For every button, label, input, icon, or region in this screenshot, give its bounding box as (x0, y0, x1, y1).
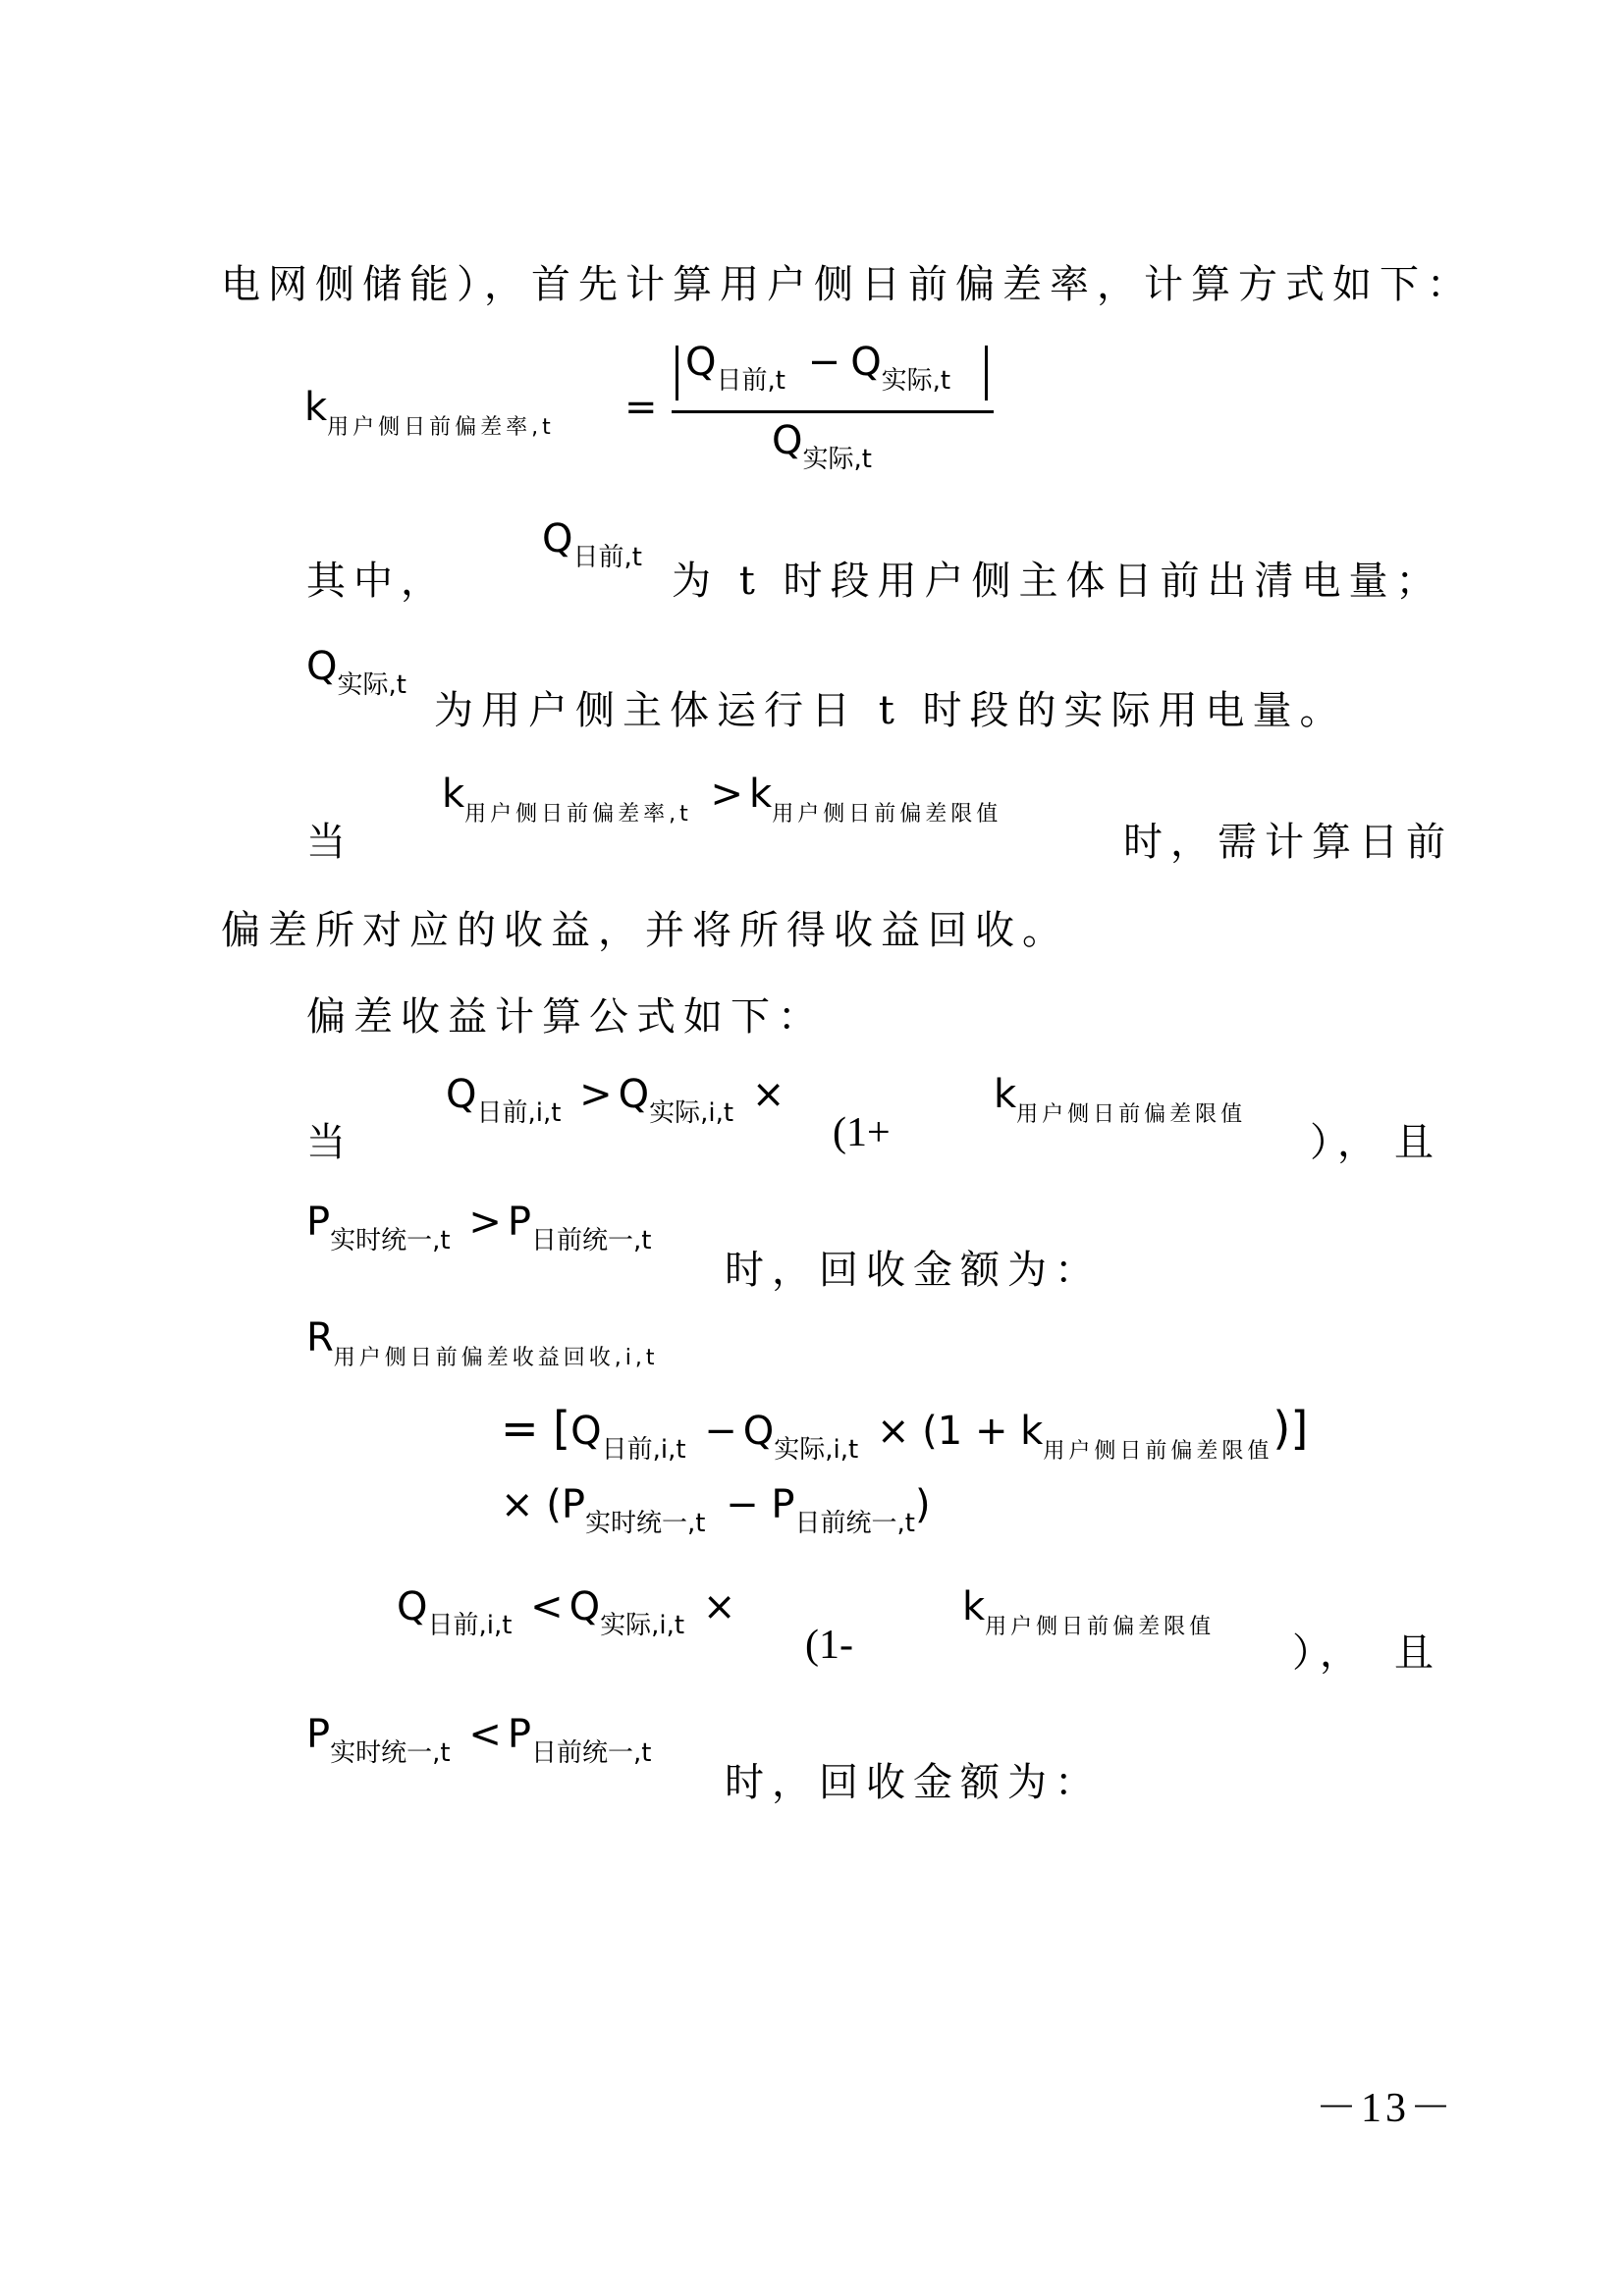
k-symbol: k (304, 385, 328, 430)
fraction-line (672, 410, 994, 413)
numerator: $Q_{日前,t} - Q_{实际,t}$ (685, 340, 951, 396)
denominator: $Q_{实际,t}$ (772, 418, 872, 474)
equals-sign: = (624, 385, 658, 430)
abs-bar-right (985, 346, 988, 400)
intro-line: 电网侧储能），首先计算用户侧日前偏差率，计算方式如下： (221, 262, 1474, 307)
abs-bar-left (676, 346, 678, 400)
document-page: 电网侧储能），首先计算用户侧日前偏差率，计算方式如下： $k_{用户侧日前偏差率,t}$ = $Q_{日前,t} - Q_{实际,t}$ $Q_{实际,t}$ 其中， $Q_{日前,t}$ 为 t 时段用户侧主体日前出清电量； $Q_{实际,t}$ 为用户侧主体运行日 t 时段的实际用电量。 当 $k_{用户侧日前偏差率,t} > k_{用户侧日前偏差限值}$ 时，需计算日前 偏差所对应的收益，并将所得收益回收。 偏差收益计算公式如下： 当 $Q_{日前,i,t} > Q_{实际,i,t}$ × (1+ $k_{用户侧日前偏差限值}$ ）， 且 $P_{实时统一,t} > P_{日前统一,t}$ 时，回收金额为： $R_{用户侧日前偏差收益回收,i,t}$ = $[Q_{日前,i,t} - Q_{实际,i,t} \times (1 + k_{用户侧日前偏差限值})]$ × $(P_{实时统一,t} - P_{日前统一,t})$ $Q_{日前,i,t} < Q_{实际,i,t}$ × (1- $k_{用户侧日前偏差限值}$ ）， 且 $P_{实时统一,t} < P_{日前统一,t}$ 时，回收金额为： －13－ (0, 0, 1624, 2296)
page-number: －13－ (1316, 2086, 1456, 2131)
formula-heading: 偏差收益计算公式如下： (306, 994, 825, 1040)
k-subscript: 用户侧日前偏差率,t (327, 415, 555, 440)
